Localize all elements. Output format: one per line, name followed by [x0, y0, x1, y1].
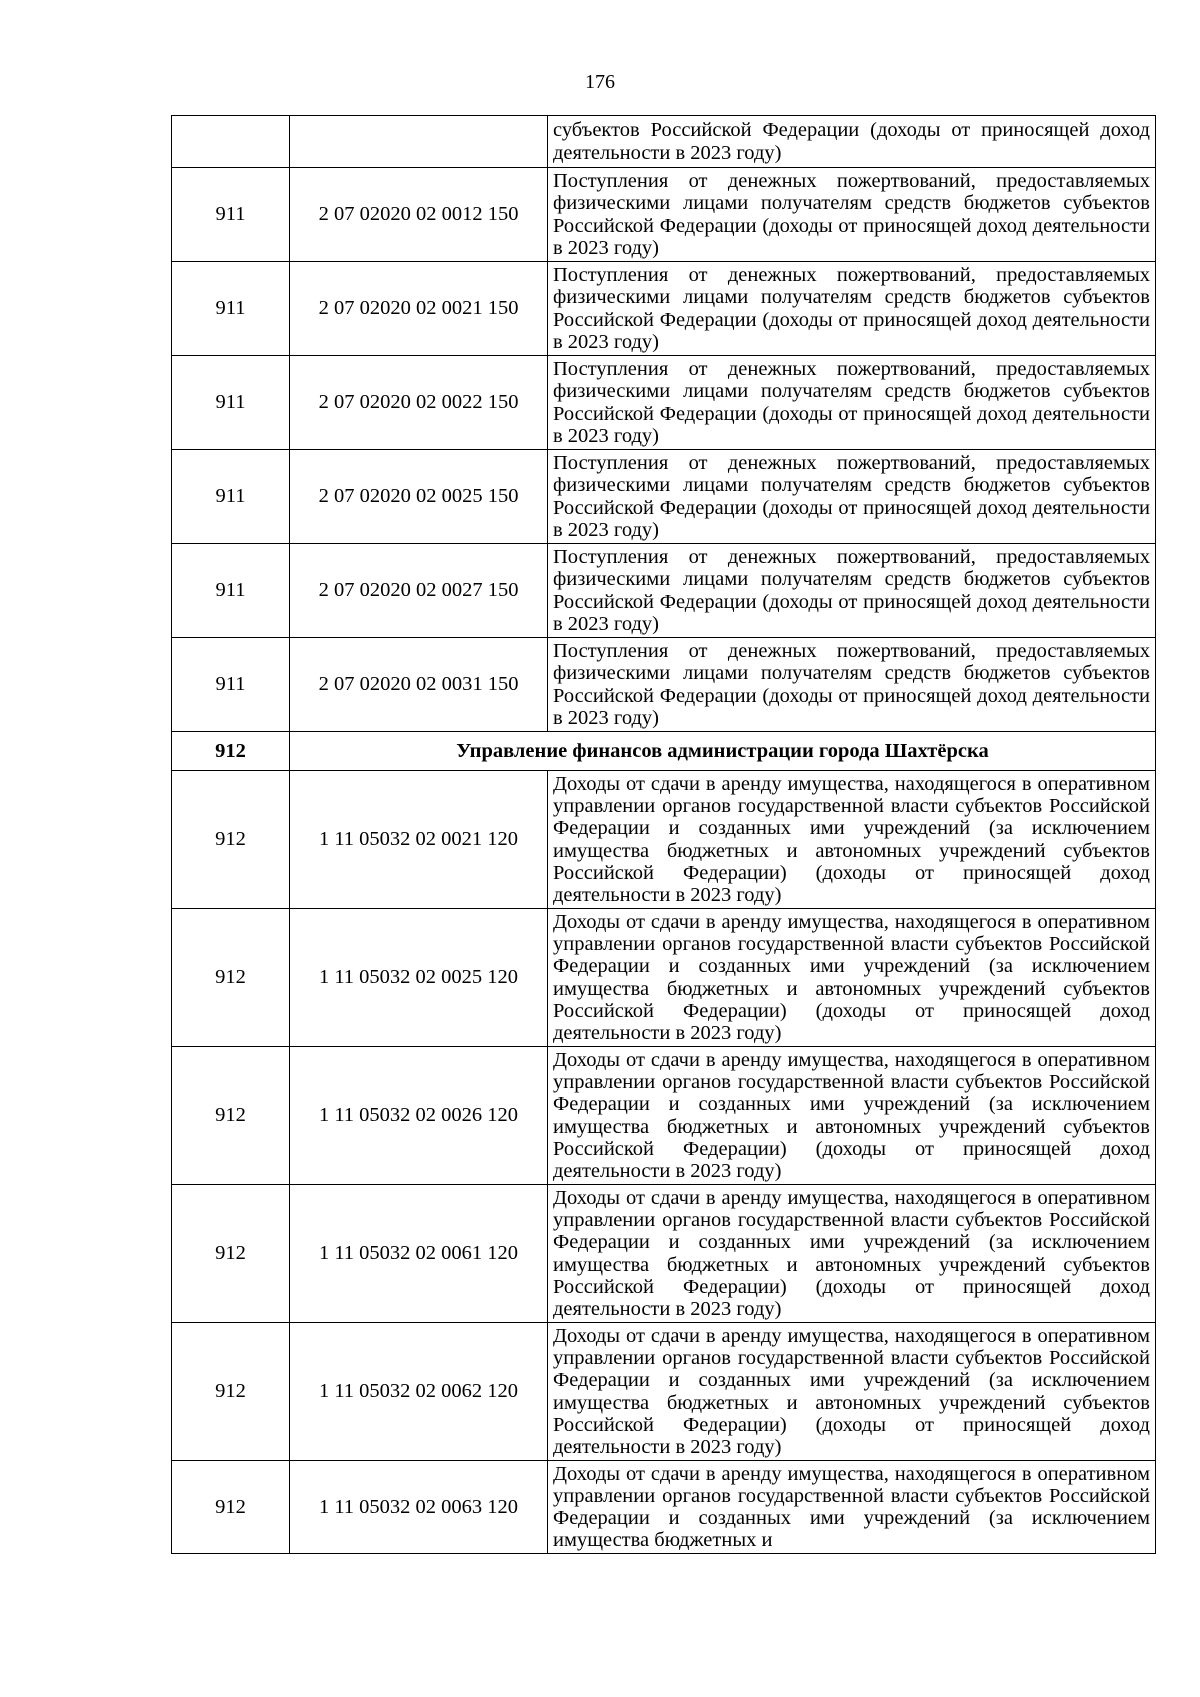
table-row-continuation [172, 116, 1156, 168]
revenue-code-cell: 1 11 05032 02 0063 120 [290, 1461, 548, 1554]
table-row [172, 1323, 1156, 1461]
admin-code-cell: 912 [172, 1461, 290, 1554]
description-cell: Доходы от сдачи в аренду имущества, находящегося в оперативном управлении органов государственной власти субъектов Российской Федерации и созданных ими учреждений (за исключением имущества бюджетных и автономных учреждений субъектов Российской Федерации) (доходы от приносящей доход деятельности в 2023 году) [548, 771, 1156, 909]
admin-code-cell: 911 [172, 638, 290, 732]
description-cell: Доходы от сдачи в аренду имущества, находящегося в оперативном управлении органов государственной власти субъектов Российской Федерации и созданных ими учреждений (за исключением имущества бюджетных и [548, 1461, 1156, 1554]
table-row [172, 1047, 1156, 1185]
description-cell: Поступления от денежных пожертвований, предоставляемых физическими лицами получателям средств бюджетов субъектов Российской Федерации (доходы от приносящей доход деятельности в 2023 году) [548, 356, 1156, 450]
description-cell: Доходы от сдачи в аренду имущества, находящегося в оперативном управлении органов государственной власти субъектов Российской Федерации и созданных ими учреждений (за исключением имущества бюджетных и автономных учреждений субъектов Российской Федерации) (доходы от приносящей доход деятельности в 2023 году) [548, 909, 1156, 1047]
description-cell: Поступления от денежных пожертвований, предоставляемых физическими лицами получателям средств бюджетов субъектов Российской Федерации (доходы от приносящей доход деятельности в 2023 году) [548, 544, 1156, 638]
admin-code-cell: 912 [172, 909, 290, 1047]
admin-code-cell: 912 [172, 1185, 290, 1323]
revenue-code-cell: 1 11 05032 02 0025 120 [290, 909, 548, 1047]
admin-code-cell: 911 [172, 356, 290, 450]
admin-code-cell: 911 [172, 544, 290, 638]
revenue-code-cell: 2 07 02020 02 0025 150 [290, 450, 548, 544]
page-number: 176 [585, 71, 615, 93]
table-row [172, 356, 1156, 450]
revenue-code-cell: 1 11 05032 02 0021 120 [290, 771, 548, 909]
table-row [172, 1185, 1156, 1323]
description-cell: Доходы от сдачи в аренду имущества, находящегося в оперативном управлении органов государственной власти субъектов Российской Федерации и созданных ими учреждений (за исключением имущества бюджетных и автономных учреждений субъектов Российской Федерации) (доходы от приносящей доход деятельности в 2023 году) [548, 1323, 1156, 1461]
section-header-row [172, 732, 1156, 771]
revenue-code-cell: 2 07 02020 02 0027 150 [290, 544, 548, 638]
table-row [172, 262, 1156, 356]
table-row [172, 544, 1156, 638]
revenue-code-cell: 2 07 02020 02 0021 150 [290, 262, 548, 356]
description-cell: субъектов Российской Федерации (доходы от приносящей доход деятельности в 2023 году) [548, 116, 1156, 168]
description-cell: Поступления от денежных пожертвований, предоставляемых физическими лицами получателям средств бюджетов субъектов Российской Федерации (доходы от приносящей доход деятельности в 2023 году) [548, 262, 1156, 356]
description-cell: Доходы от сдачи в аренду имущества, находящегося в оперативном управлении органов государственной власти субъектов Российской Федерации и созданных ими учреждений (за исключением имущества бюджетных и автономных учреждений субъектов Российской Федерации) (доходы от приносящей доход деятельности в 2023 году) [548, 1185, 1156, 1323]
revenue-code-cell [290, 116, 548, 168]
admin-code-cell: 911 [172, 450, 290, 544]
section-admin-code: 912 [172, 732, 290, 771]
description-cell: Поступления от денежных пожертвований, предоставляемых физическими лицами получателям средств бюджетов субъектов Российской Федерации (доходы от приносящей доход деятельности в 2023 году) [548, 168, 1156, 262]
revenue-code-cell: 1 11 05032 02 0061 120 [290, 1185, 548, 1323]
description-cell: Поступления от денежных пожертвований, предоставляемых физическими лицами получателям средств бюджетов субъектов Российской Федерации (доходы от приносящей доход деятельности в 2023 году) [548, 638, 1156, 732]
revenue-code-cell: 2 07 02020 02 0022 150 [290, 356, 548, 450]
admin-code-cell: 912 [172, 1323, 290, 1461]
revenue-code-cell: 1 11 05032 02 0026 120 [290, 1047, 548, 1185]
admin-code-cell: 911 [172, 262, 290, 356]
description-cell: Поступления от денежных пожертвований, предоставляемых физическими лицами получателям средств бюджетов субъектов Российской Федерации (доходы от приносящей доход деятельности в 2023 году) [548, 450, 1156, 544]
table-row [172, 1461, 1156, 1554]
table-row [172, 638, 1156, 732]
revenue-code-cell: 2 07 02020 02 0012 150 [290, 168, 548, 262]
description-cell: Доходы от сдачи в аренду имущества, находящегося в оперативном управлении органов государственной власти субъектов Российской Федерации и созданных ими учреждений (за исключением имущества бюджетных и автономных учреждений субъектов Российской Федерации) (доходы от приносящей доход деятельности в 2023 году) [548, 1047, 1156, 1185]
section-title: Управление финансов администрации города Шахтёрска [290, 732, 1156, 771]
admin-code-cell: 912 [172, 771, 290, 909]
revenue-codes-table [171, 115, 1156, 1554]
revenue-code-cell: 2 07 02020 02 0031 150 [290, 638, 548, 732]
table-row [172, 771, 1156, 909]
table-row [172, 909, 1156, 1047]
table-row [172, 450, 1156, 544]
admin-code-cell: 912 [172, 1047, 290, 1185]
admin-code-cell [172, 116, 290, 168]
revenue-code-cell: 1 11 05032 02 0062 120 [290, 1323, 548, 1461]
table-row [172, 168, 1156, 262]
admin-code-cell: 911 [172, 168, 290, 262]
